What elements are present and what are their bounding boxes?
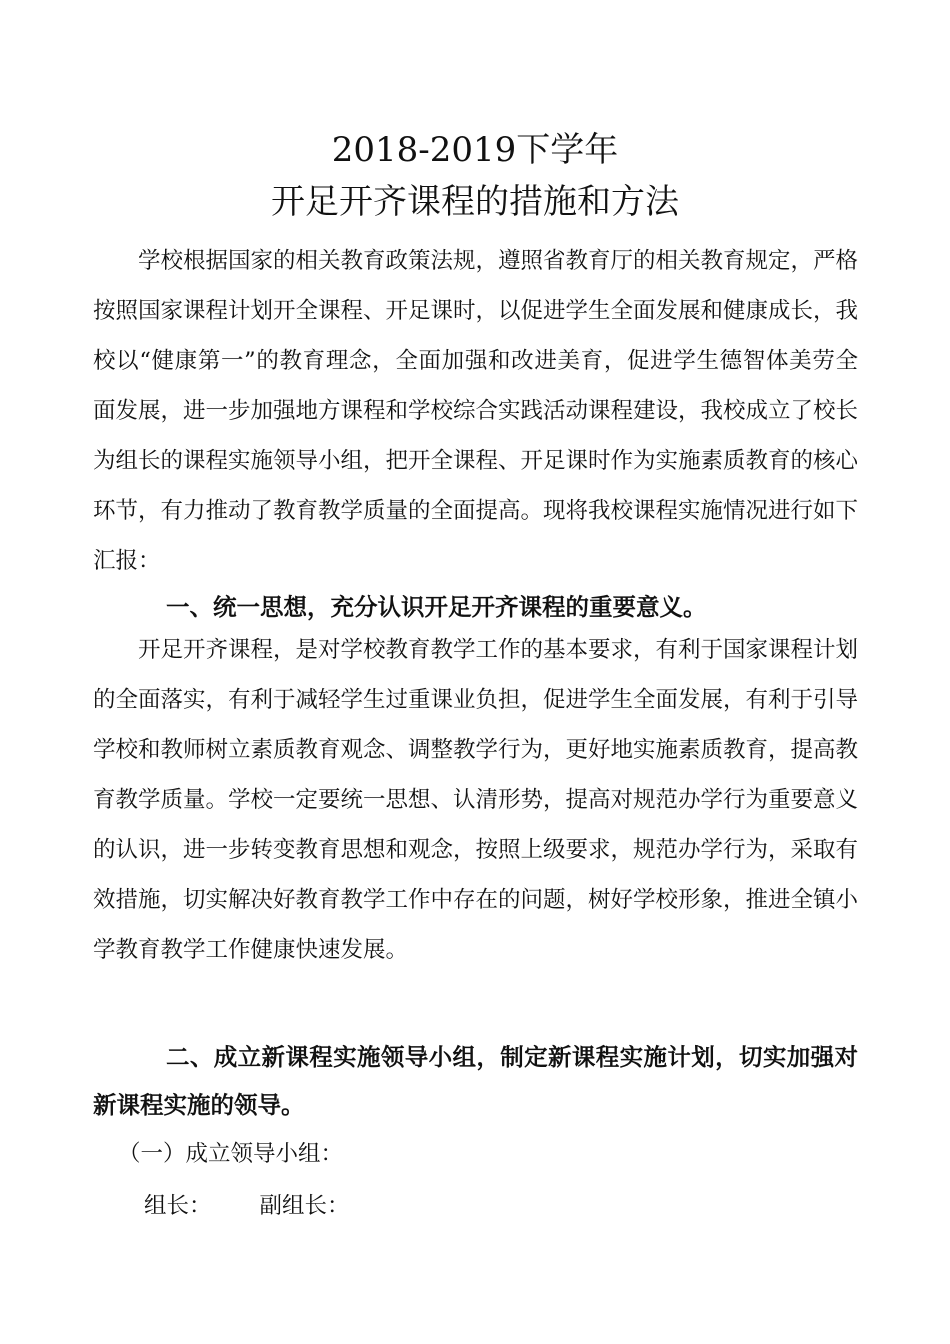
leader-row bbox=[144, 1189, 350, 1223]
intro-paragraph: 学校根据国家的相关教育政策法规，遵照省教育厅的相关教育规定，严格按照国家课程计划开全课程、开足课时，以促进学生全面发展和健康成长，我校以“健康第一”的教育理念，全面加强和改进美育，促进学生德智体美劳全面发展，进一步加强地方课程和学校综合实践活动课程建设，我校成立了校长为组长的课程实施领导小组，把开全课程、开足课时作为实施素质教育的核心环节，有力推动了教育教学质量的全面提高。现将我校课程实施情况进行如下汇报： bbox=[93, 248, 859, 574]
section-2-subheading: （一）成立领导小组： bbox=[118, 1141, 344, 1167]
document-title-year: 2018-2019下学年 bbox=[331, 130, 619, 170]
section-1-heading: 一、统一思想，充分认识开足开齐课程的重要意义。 bbox=[166, 593, 707, 621]
section-1-paragraph: 开足开齐课程，是对学校教育教学工作的基本要求，有利于国家课程计划的全面落实，有利于减轻学生过重课业负担，促进学生全面发展，有利于引导学校和教师树立素质教育观念、调整教学行为，更好地实施素质教育，提高教育教学质量。学校一定要统一思想、认清形势，提高对规范办学行为重要意义的认识，进一步转变教育思想和观念，按照上级要求，规范办学行为，采取有效措施，切实解决好教育教学工作中存在的问题，树好学校形象，推进全镇小学教育教学工作健康快速发展。 bbox=[93, 637, 859, 963]
section-2-heading: 二、成立新课程实施领导小组，制定新课程实施计划，切实加强对新课程实施的领导。 bbox=[93, 1043, 858, 1119]
leader-label: 组长： bbox=[144, 1193, 212, 1219]
document-title: 开足开齐课程的措施和方法 bbox=[271, 182, 679, 222]
deputy-leader-label: 副组长： bbox=[259, 1193, 350, 1219]
